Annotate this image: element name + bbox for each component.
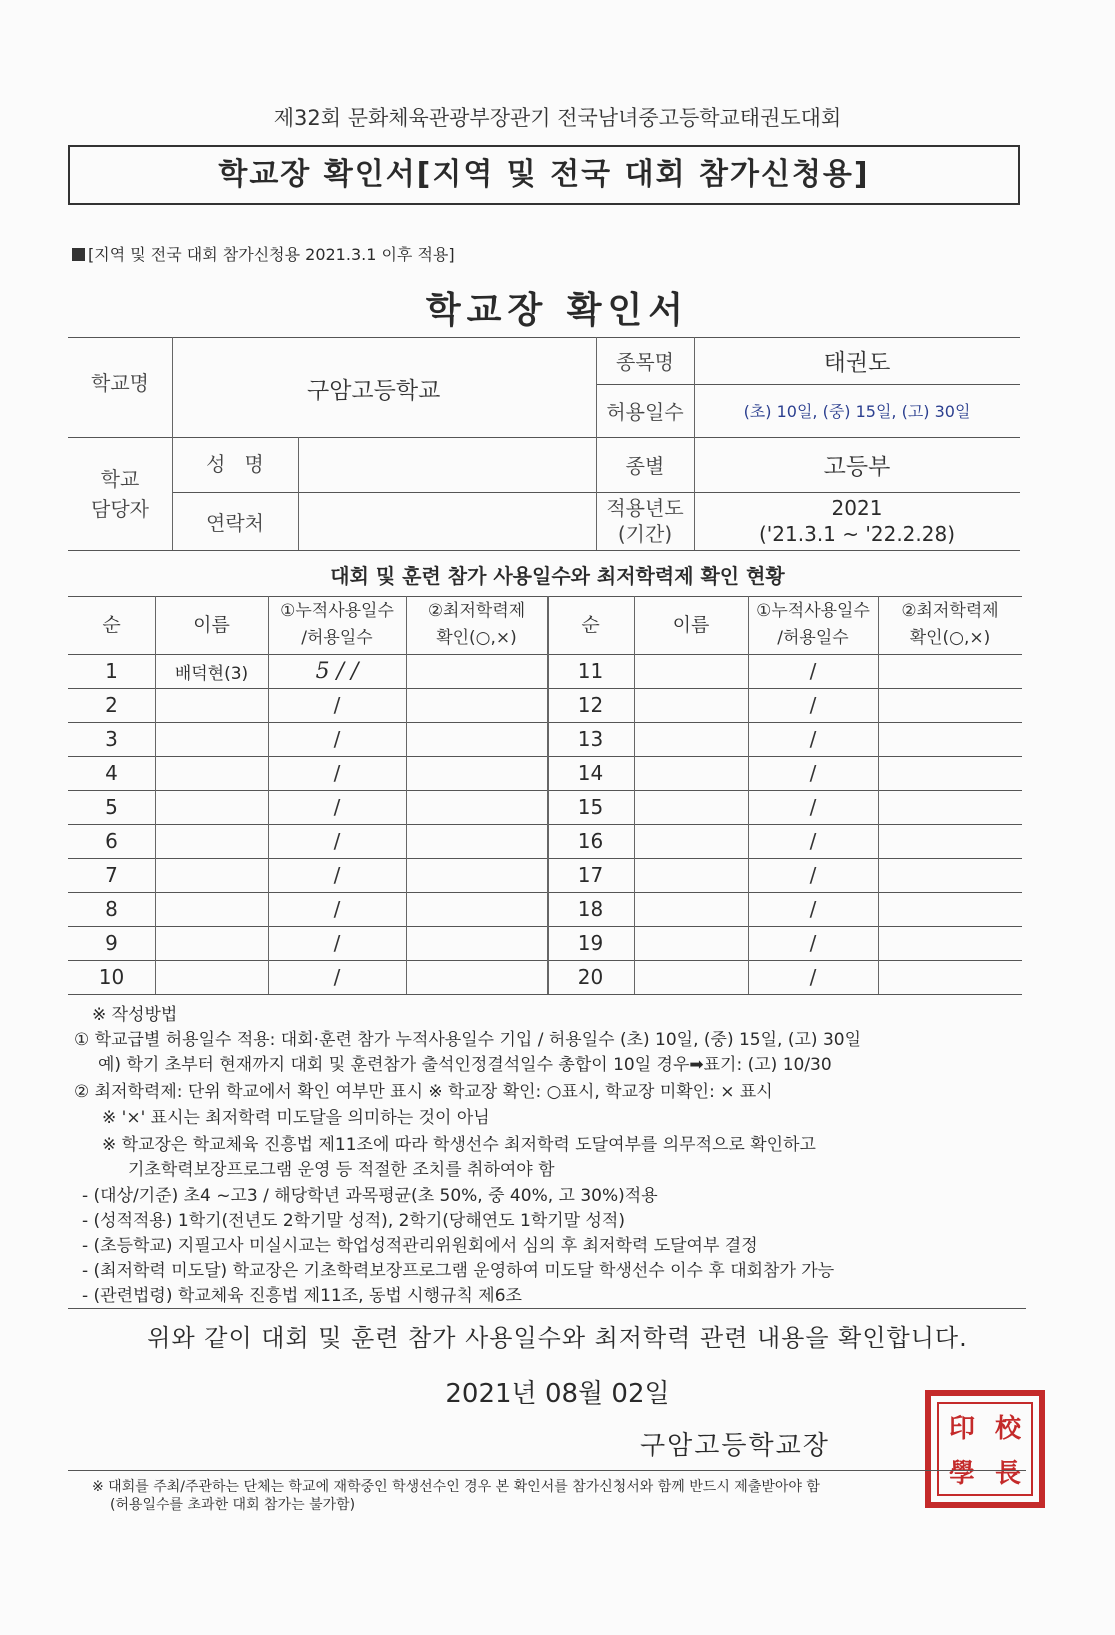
row-days: / <box>809 965 817 989</box>
row-name <box>155 892 268 926</box>
row-number: 18 <box>577 897 604 921</box>
row-min <box>406 722 547 756</box>
row-min <box>878 960 1022 994</box>
row-min <box>406 688 547 722</box>
seal-characters: 印 校 學 長 <box>937 1402 1033 1496</box>
row-days: 5 / / <box>315 658 359 684</box>
instruction-heading: ※ 작성방법 <box>92 1005 178 1025</box>
row-min <box>878 790 1022 824</box>
row-number: 8 <box>105 897 118 921</box>
signer-name: 구암고등학교장 <box>640 1431 830 1461</box>
contact-value <box>298 492 596 550</box>
row-number: 7 <box>105 863 118 887</box>
division-label: 종별 <box>625 454 665 478</box>
instruction-line: ① 학교급별 허용일수 적용: 대회·훈련 참가 누적사용일수 기입 / 허용일수 (초) 10일, (중) 15일, (고) 30일 <box>74 1030 862 1050</box>
row-min <box>406 858 547 892</box>
row-name <box>634 722 748 756</box>
row-days: / <box>333 897 341 921</box>
event-title: 제32회 문화체육관광부장관기 전국남녀중고등학교태권도대회 <box>273 106 842 130</box>
row-days: / <box>333 863 341 887</box>
row-days: / <box>333 795 341 819</box>
year: 2021 <box>831 496 883 520</box>
row-name <box>634 926 748 960</box>
row-name <box>634 790 748 824</box>
row-days: / <box>333 693 341 717</box>
instruction-line: ※ 학교장은 학교체육 진흥법 제11조에 따라 학생선수 최저학력 도달여부를 의무적으로 확인하고 <box>102 1135 816 1155</box>
allowed-days-value: (초) 10일, (중) 15일, (고) 30일 <box>743 402 971 421</box>
row-number: 2 <box>105 693 118 717</box>
year-label: 적용년도 (기간) <box>606 496 684 546</box>
document-date: 2021년 08월 02일 <box>445 1379 670 1409</box>
header-days-left: ①누적사용일수 /허용일수 <box>280 601 394 648</box>
row-name <box>155 824 268 858</box>
row-name <box>155 926 268 960</box>
period: ('21.3.1 ~ '22.2.28) <box>758 522 956 546</box>
header-name-right: 이름 <box>672 614 710 636</box>
header-days-right: ①누적사용일수 /허용일수 <box>756 601 870 648</box>
row-min <box>878 756 1022 790</box>
year-value <box>694 492 1020 550</box>
applicability-note <box>72 242 455 265</box>
manager-name-label: 성 명 <box>206 451 264 476</box>
school-seal-stamp <box>925 1390 1045 1508</box>
contact-label: 연락처 <box>206 510 264 535</box>
row-number: 3 <box>105 727 118 751</box>
status-title: 대회 및 훈련 참가 사용일수와 최저학력제 확인 현황 <box>330 564 785 588</box>
row-number: 10 <box>98 965 125 989</box>
row-name <box>634 960 748 994</box>
row-min <box>878 654 1022 688</box>
row-days: / <box>333 931 341 955</box>
footnote-line-1: ※ 대회를 주최/주관하는 단체는 학교에 재학중인 학생선수인 경우 본 확인서를 참가신청서와 함께 반드시 제출받아야 함 <box>92 1479 820 1495</box>
instruction-line: 기초학력보장프로그램 운영 등 적절한 조치를 취하여야 함 <box>128 1160 555 1180</box>
row-min <box>406 926 547 960</box>
row-number: 11 <box>577 659 604 683</box>
row-days: / <box>333 965 341 989</box>
instruction-line: - (관련법령) 학교체육 진흥법 제11조, 동법 시행규칙 제6조 <box>82 1286 522 1306</box>
row-number: 6 <box>105 829 118 853</box>
box-title: 학교장 확인서[지역 및 전국 대회 참가신청용] <box>218 157 870 192</box>
row-min <box>878 688 1022 722</box>
row-days: / <box>809 863 817 887</box>
row-number: 20 <box>577 965 604 989</box>
school-name-value: 구암고등학교 <box>307 378 441 404</box>
row-name <box>634 688 748 722</box>
manager-label: 학교 담당자 <box>91 466 149 521</box>
square-bullet-icon <box>72 248 85 261</box>
instruction-line: 예) 학기 초부터 현재까지 대회 및 훈련참가 출석인정결석일수 총합이 10일 경우➡표기: (고) 10/30 <box>98 1055 832 1075</box>
row-name <box>155 790 268 824</box>
row-days: / <box>333 829 341 853</box>
row-number: 12 <box>577 693 604 717</box>
row-name <box>634 756 748 790</box>
row-min <box>878 892 1022 926</box>
row-number: 16 <box>577 829 604 853</box>
header-min-left: ②최저학력제 확인(○,×) <box>427 601 526 648</box>
row-min <box>406 960 547 994</box>
manager-name-value <box>298 437 596 492</box>
row-number: 17 <box>577 863 604 887</box>
header-order-right: 순 <box>581 614 600 636</box>
row-days: / <box>809 897 817 921</box>
row-min <box>878 824 1022 858</box>
row-min <box>406 892 547 926</box>
row-name <box>634 892 748 926</box>
row-number: 14 <box>577 761 604 785</box>
header-name-left: 이름 <box>193 614 230 636</box>
row-min <box>406 756 547 790</box>
footnote <box>92 1478 820 1514</box>
row-days: / <box>809 659 817 683</box>
row-name <box>634 858 748 892</box>
allowed-days-label: 허용일수 <box>606 400 684 424</box>
row-days: / <box>333 761 341 785</box>
instruction-line: ② 최저학력제: 단위 학교에서 확인 여부만 표시 ※ 학교장 확인: ○표시, 학교장 미확인: × 표시 <box>74 1082 773 1102</box>
header-min-right: ②최저학력제 확인(○,×) <box>901 601 999 648</box>
footnote-line-2: (허용일수를 초과한 대회 참가는 불가함) <box>110 1497 356 1513</box>
row-min <box>878 858 1022 892</box>
instruction-line: - (초등학교) 지필고사 미실시교는 학업성적관리위원회에서 심의 후 최저학력 도달여부 결정 <box>82 1236 758 1256</box>
title-box <box>68 145 1020 205</box>
row-min <box>406 824 547 858</box>
row-name: 배덕현(3) <box>174 663 249 684</box>
row-days: / <box>809 795 817 819</box>
division-value: 고등부 <box>823 454 891 480</box>
applicability-note-text: [지역 및 전국 대회 참가신청용 2021.3.1 이후 적용] <box>88 245 455 264</box>
row-number: 13 <box>577 727 604 751</box>
row-name <box>155 688 268 722</box>
row-name <box>155 722 268 756</box>
sport-label: 종목명 <box>616 350 674 374</box>
instruction-line: - (최저학력 미도달) 학교장은 기초학력보장프로그램 운영하여 미도달 학생선수 이수 후 대회참가 가능 <box>82 1261 835 1281</box>
instruction-line: ※ '×' 표시는 최저학력 미도달을 의미하는 것이 아님 <box>102 1108 490 1128</box>
document-title: 학교장 확인서 <box>425 290 690 331</box>
row-min <box>406 654 547 688</box>
row-number: 5 <box>105 795 118 819</box>
row-name <box>155 756 268 790</box>
sport-value: 태권도 <box>823 350 891 376</box>
school-name-label: 학교명 <box>91 370 149 395</box>
row-name <box>155 960 268 994</box>
row-number: 9 <box>105 931 118 955</box>
row-days: / <box>333 727 341 751</box>
header-order-left: 순 <box>102 614 121 636</box>
row-name <box>634 654 748 688</box>
instruction-line: - (대상/기준) 초4 ~고3 / 해당학년 과목평균(초 50%, 중 40%, 고 30%)적용 <box>82 1186 658 1206</box>
confirmation-statement: 위와 같이 대회 및 훈련 참가 사용일수와 최저학력 관련 내용을 확인합니다. <box>147 1324 968 1352</box>
instruction-line: - (성적적용) 1학기(전년도 2학기말 성적), 2학기(당해연도 1학기말 성적) <box>82 1211 625 1231</box>
row-days: / <box>809 931 817 955</box>
row-name <box>155 858 268 892</box>
row-days: / <box>809 829 817 853</box>
row-name <box>634 824 748 858</box>
row-number: 1 <box>105 659 118 683</box>
row-min <box>406 790 547 824</box>
row-min <box>878 926 1022 960</box>
row-min <box>878 722 1022 756</box>
row-number: 4 <box>105 761 118 785</box>
row-days: / <box>809 693 817 717</box>
row-number: 19 <box>577 931 604 955</box>
row-days: / <box>809 727 817 751</box>
row-days: / <box>809 761 817 785</box>
row-number: 15 <box>577 795 604 819</box>
